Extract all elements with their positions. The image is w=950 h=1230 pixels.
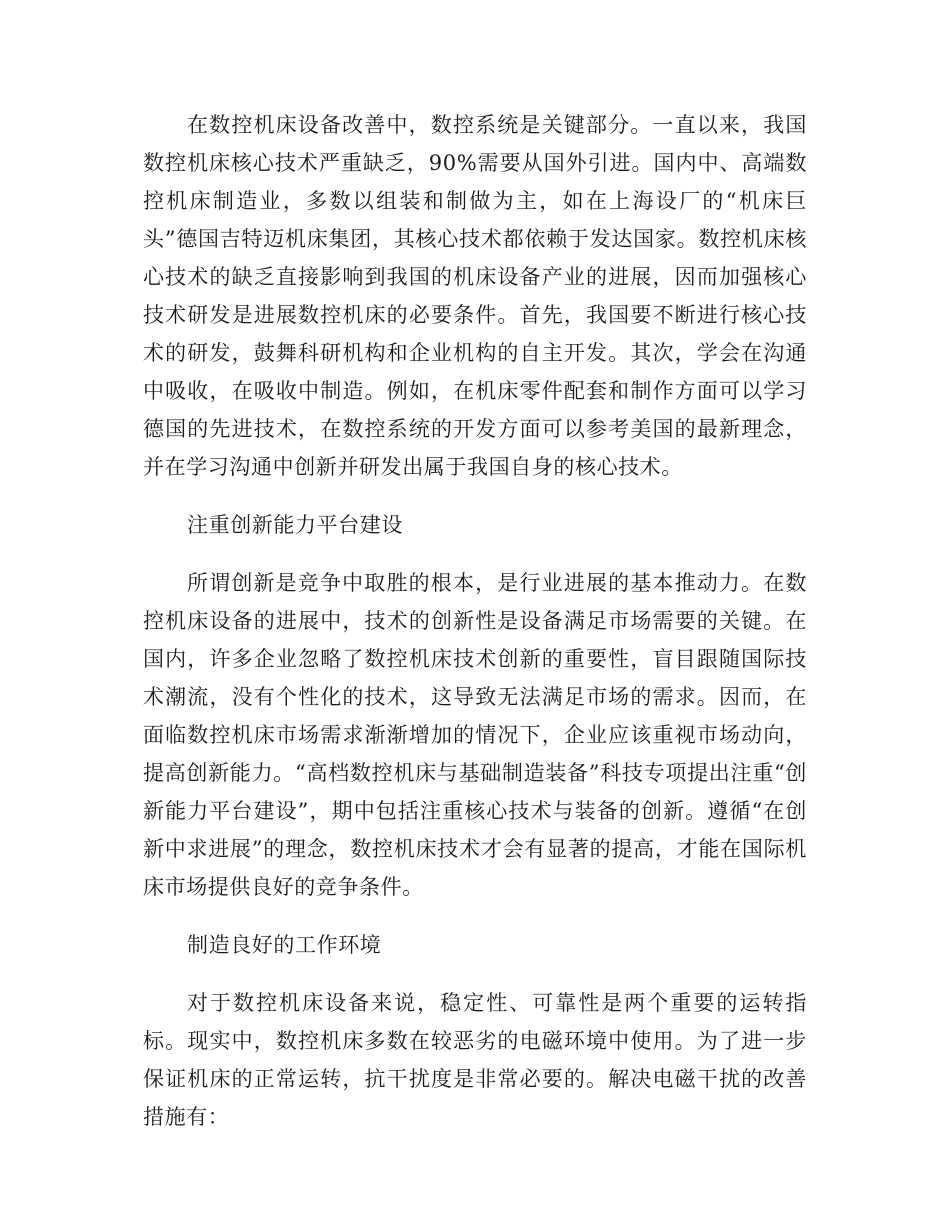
paragraph-work-environment: 对于数控机床设备来说，稳定性、可靠性是两个重要的运转指标。现实中，数控机床多数在较恶劣的电磁环境中使用。为了进一步保证机床的正常运转，抗干扰度是非常必要的。解决电磁干扰的改善措施有： [143,991,807,1129]
paragraph-spacer [143,486,807,506]
heading-spacer [143,964,807,984]
heading-spacer [143,544,807,564]
paragraph-spacer [143,906,807,926]
document-body [143,106,807,1136]
paragraph-cnc-core-technology: 在数控机床设备改善中，数控系统是关键部分。一直以来，我国数控机床核心技术严重缺乏，90%需要从国外引进。国内中、高端数控机床制造业，多数以组装和制做为主，如在上海设厂的“机床巨头”德国吉特迈机床集团，其核心技术都依赖于发达国家。数控机床核心技术的缺乏直接影响到我国的机床设备产业的进展，因而加强核心技术研发是进展数控机床的必要条件。首先，我国要不断进行核心技术的研发，鼓舞科研机构和企业机构的自主开发。其次，学会在沟通中吸收，在吸收中制造。例如，在机床零件配套和制作方面可以学习德国的先进技术，在数控系统的开发方面可以参考美国的最新理念，并在学习沟通中创新并研发出属于我国自身的核心技术。 [143,113,807,479]
section-heading-innovation-platform: 注重创新能力平台建设 [187,513,403,537]
paragraph-innovation: 所谓创新是竞争中取胜的根本，是行业进展的基本推动力。在数控机床设备的进展中，技术的创新性是设备满足市场需要的关键。在国内，许多企业忽略了数控机床技术创新的重要性，盲目跟随国际技术潮流，没有个性化的技术，这导致无法满足市场的需求。因而，在面临数控机床市场需求渐渐增加的情况下，企业应该重视市场动向，提高创新能力。“高档数控机床与基础制造装备”科技专项提出注重“创新能力平台建设”，期中包括注重核心技术与装备的创新。遵循“在创新中求进展”的理念，数控机床技术才会有显著的提高，才能在国际机床市场提供良好的竞争条件。 [143,571,807,899]
section-heading-work-environment: 制造良好的工作环境 [187,933,382,957]
